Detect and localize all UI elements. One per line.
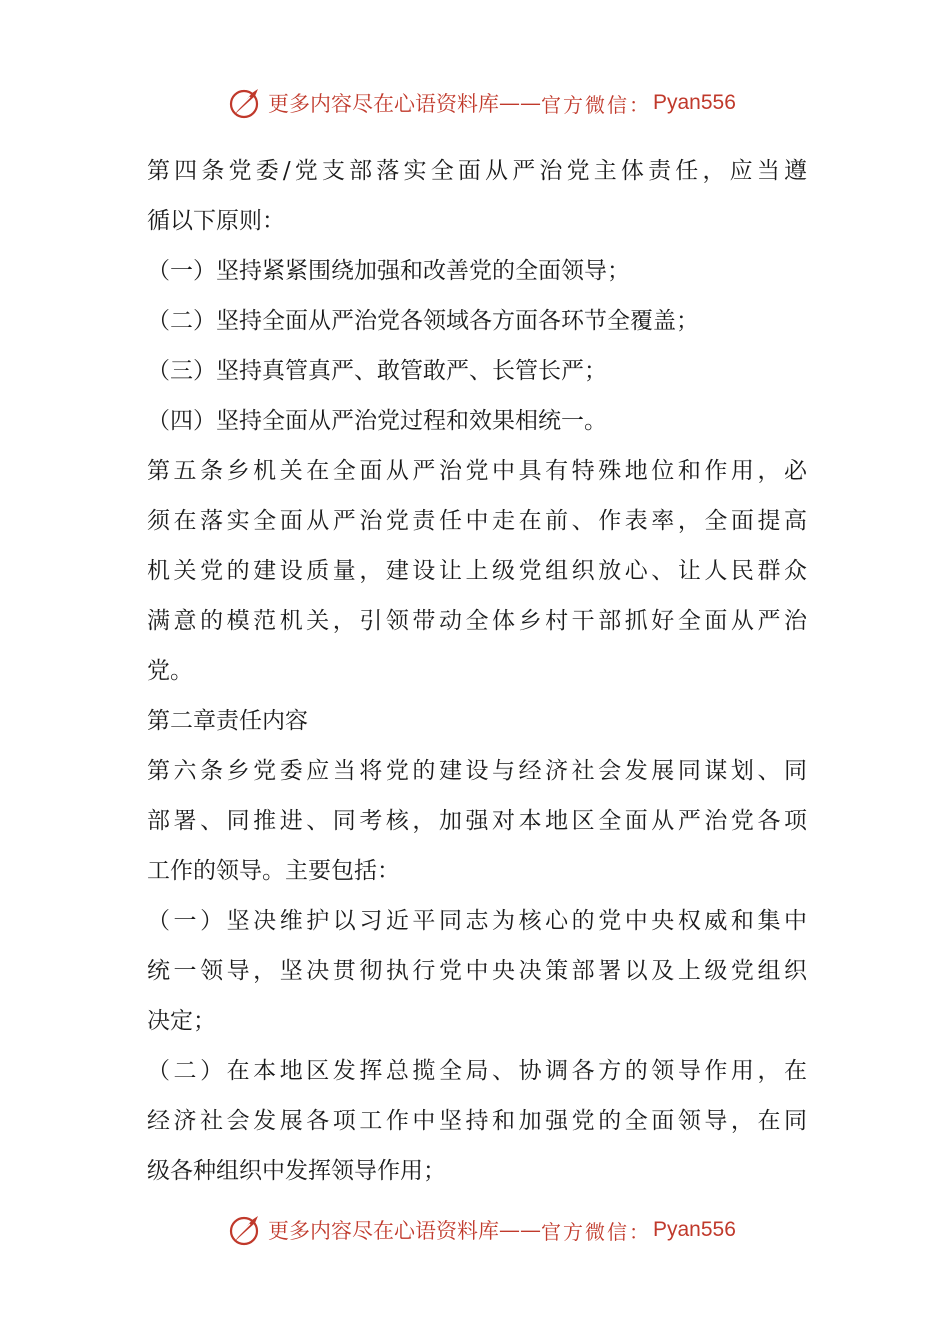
text-line: 工作的领导。主要包括： [147, 858, 400, 884]
text-line: （一）坚持紧紧围绕加强和改善党的全面领导； [147, 258, 630, 284]
text-line: 须在落实全面从严治党责任中走在前、作表率，全面提高 [147, 508, 807, 534]
text-line: 第五条乡机关在全面从严治党中具有特殊地位和作用，必 [147, 458, 807, 484]
text-line: 统一领导，坚决贯彻执行党中央决策部署以及上级党组织 [147, 958, 807, 984]
banner-wechat-label: 官方微信： [541, 1219, 651, 1244]
banner-title: 更多内容尽在心语资料库 [268, 92, 499, 116]
text-line: （四）坚持全面从严治党过程和效果相统一。 [147, 408, 607, 434]
chapter-heading: 第二章责任内容 [147, 708, 308, 734]
text-line: 第六条乡党委应当将党的建设与经济社会发展同谋划、同 [147, 758, 807, 784]
footer-banner [228, 1210, 736, 1250]
banner-dash: —— [499, 1218, 541, 1242]
text-line: 决定； [147, 1008, 216, 1034]
banner-wechat-id: Pyan556 [653, 91, 736, 114]
text-line: 循以下原则： [147, 208, 285, 234]
banner-title: 更多内容尽在心语资料库 [268, 1219, 499, 1243]
text-line: 党。 [147, 658, 193, 684]
text-line: 部署、同推进、同考核，加强对本地区全面从严治党各项 [147, 808, 807, 834]
text-line: 级各种组织中发挥领导作用； [147, 1158, 446, 1184]
quill-logo-icon [228, 1212, 264, 1248]
text-line: 满意的模范机关，引领带动全体乡村干部抓好全面从严治 [147, 608, 807, 634]
text-line: 机关党的建设质量，建设让上级党组织放心、让人民群众 [147, 558, 807, 584]
text-line: （二）在本地区发挥总揽全局、协调各方的领导作用，在 [147, 1058, 807, 1084]
document-body [147, 146, 807, 1196]
text-line: （二）坚持全面从严治党各领域各方面各环节全覆盖； [147, 308, 699, 334]
text-line: 经济社会发展各项工作中坚持和加强党的全面领导，在同 [147, 1108, 807, 1134]
text-line: （三）坚持真管真严、敢管敢严、长管长严； [147, 358, 607, 384]
banner-wechat-id: Pyan556 [653, 1218, 736, 1241]
banner-wechat-label: 官方微信： [541, 92, 651, 117]
banner-dash: —— [499, 91, 541, 115]
header-banner [228, 83, 736, 123]
text-line: 第四条党委/党支部落实全面从严治党主体责任，应当遵 [147, 158, 807, 184]
text-line: （一）坚决维护以习近平同志为核心的党中央权威和集中 [147, 908, 807, 934]
quill-logo-icon [228, 85, 264, 121]
